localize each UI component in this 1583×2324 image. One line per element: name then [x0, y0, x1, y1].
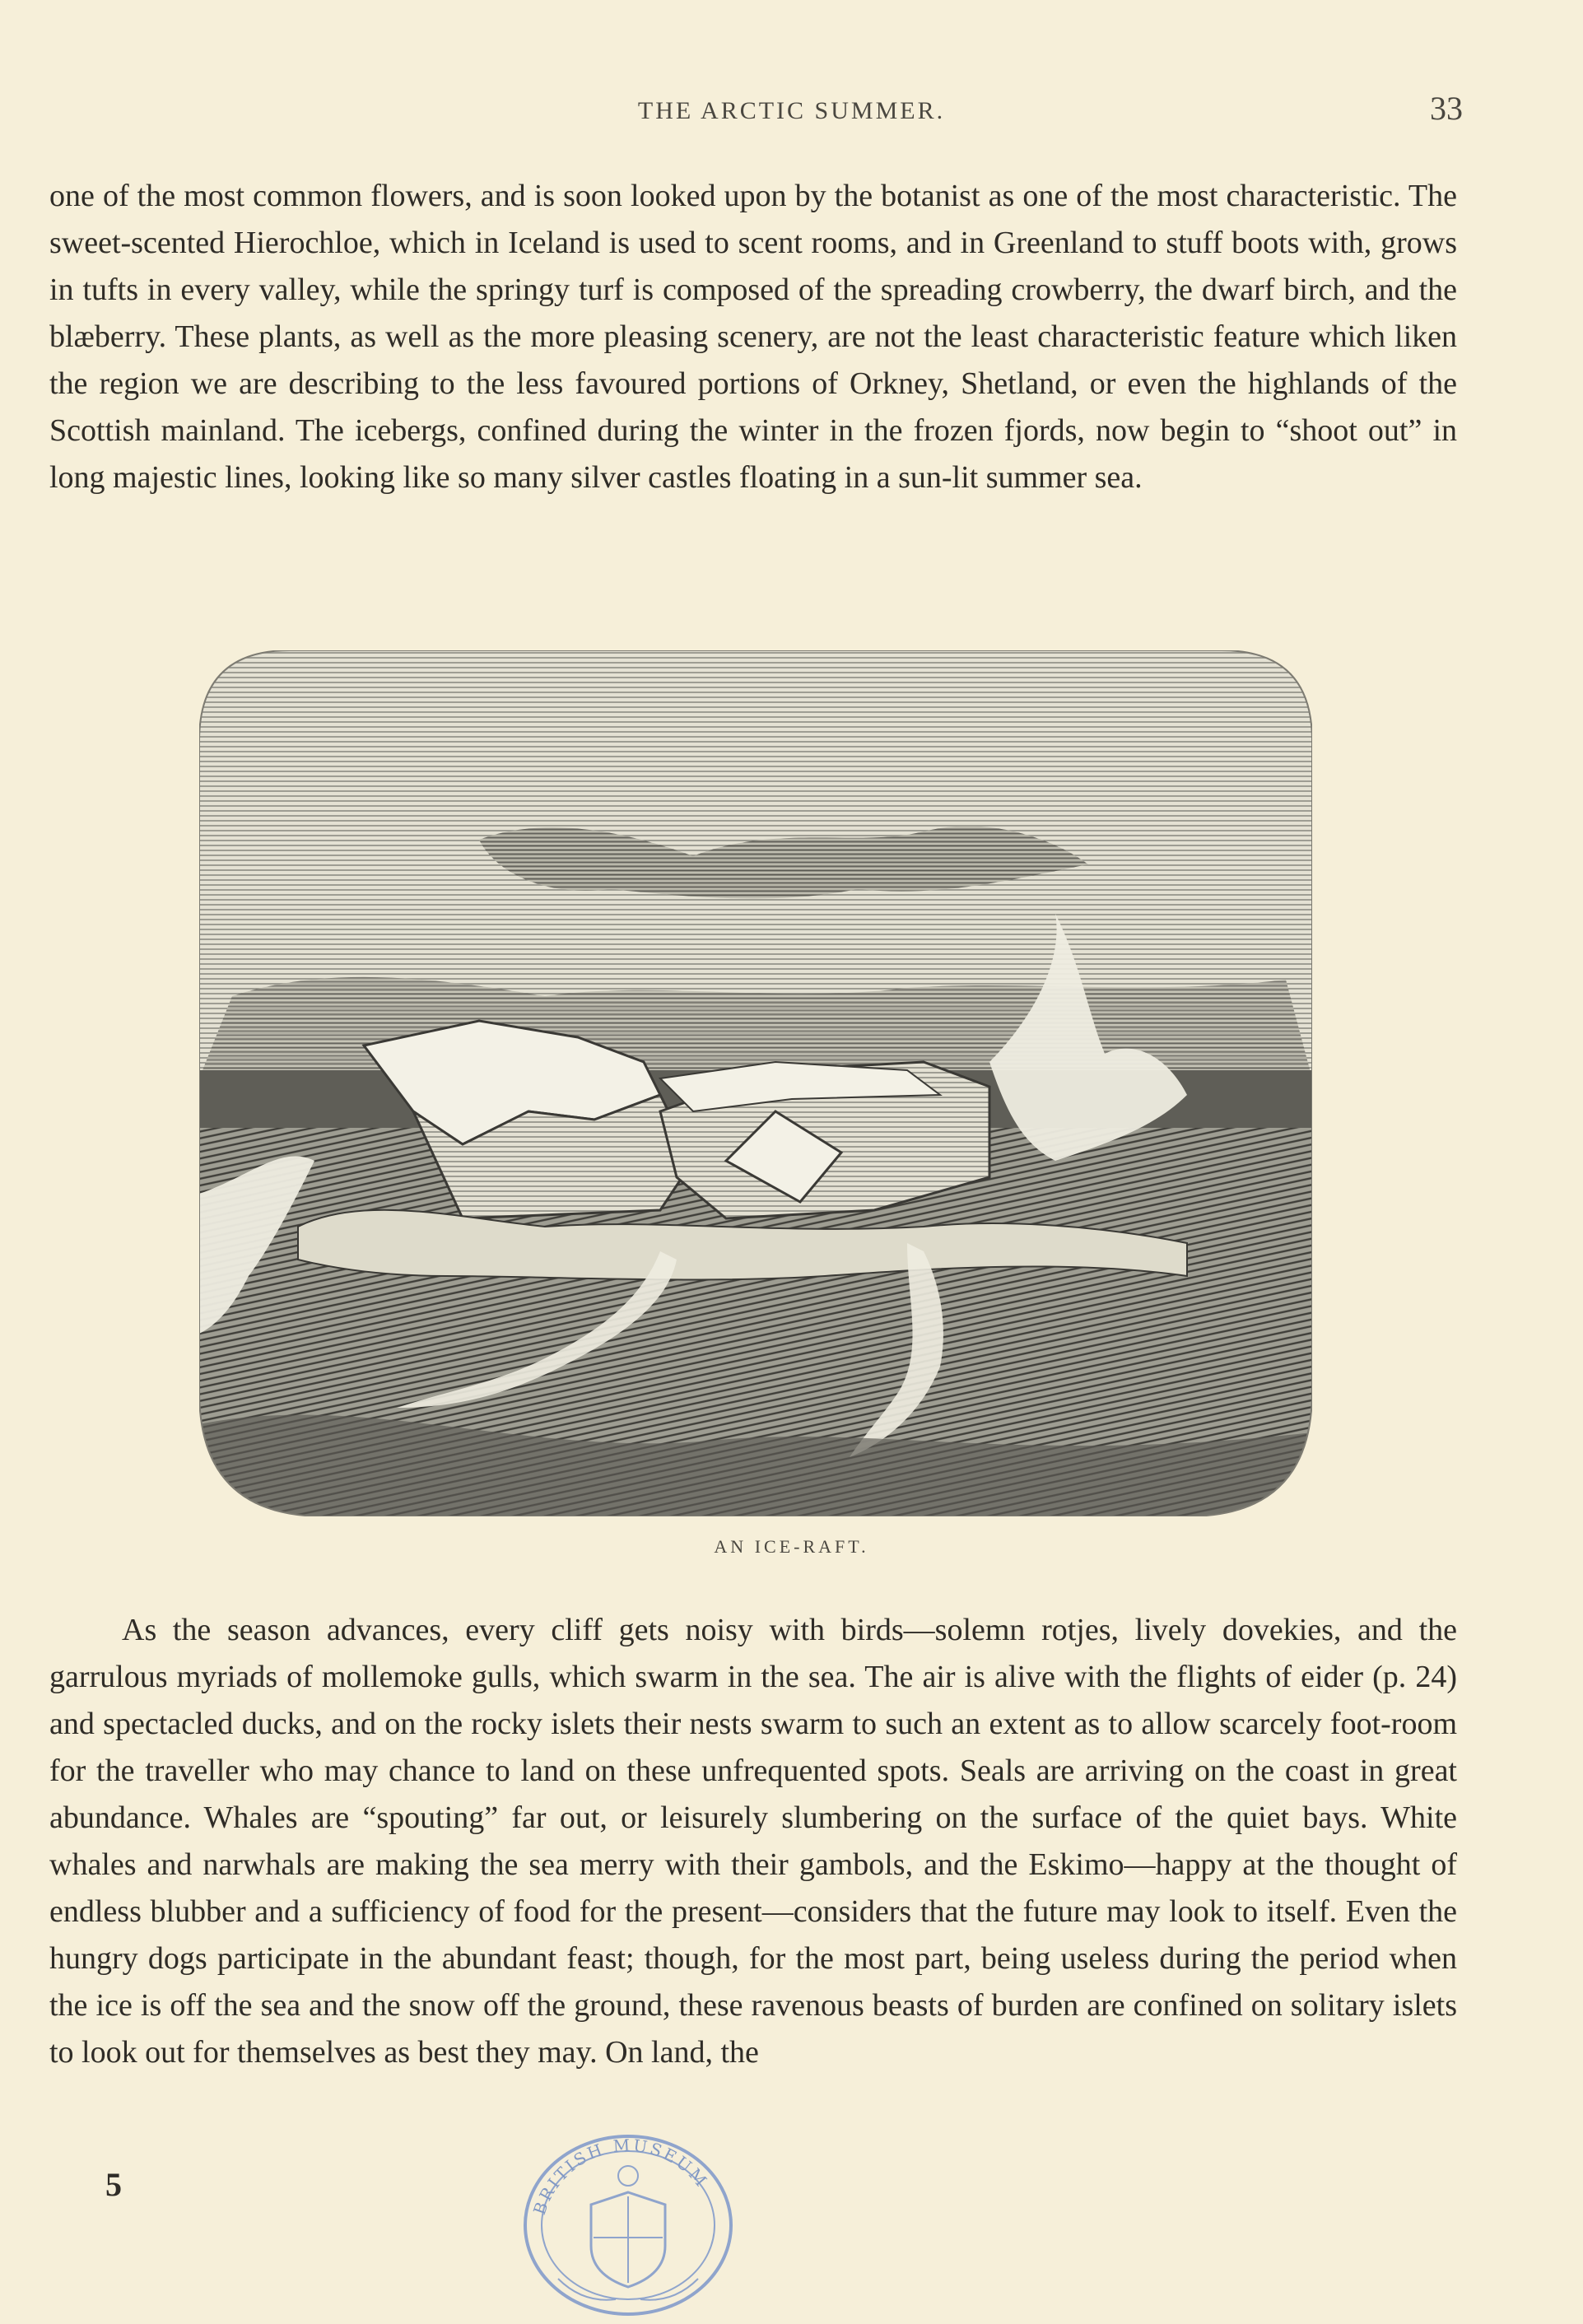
library-stamp: [509, 2114, 747, 2320]
crest-stamp-icon: [509, 2114, 747, 2320]
stamp-text: BRITISH MUSEUM: [528, 2135, 713, 2218]
paragraph-text: As the season advances, every cliff gets noisy with birds—solemn rotjes, lively dovekies, and the garrulous myriads of mollemoke gulls, which swarm in the sea. The air is alive with the flights of eider (p. 24) and spectacled ducks, and on the rocky islets their nests swarm to such an extent as to allow scarcely foot-room for the traveller who may chance to land on these unfrequented spots. Seals are arriving on the coast in great abundance. Whales are “spouting” far out, or leisurely slumbering on the surface of the quiet bays. White whales and narwhals are making the sea merry with their gambols, and the Eskimo—happy at the thought of endless blubber and a sufficiency of food for the present—considers that the future may look to itself. Even the hungry dogs participate in the abundant feast; though, for the most part, being useless during the period when the ice is off the sea and the snow off the ground, these ravenous beasts of burden are confined on solitary islets to look out for themselves as best they may. On land, the: [49, 1613, 1457, 2070]
figure-caption: AN ICE-RAFT.: [714, 1536, 869, 1557]
paragraph-text: one of the most common flowers, and is soon looked upon by the botanist as one of the most characteristic. The sweet-scented Hierochloe, which in Iceland is used to scent rooms, and in Greenland to stuff boots with, grows in tufts in every valley, while the springy turf is composed of the spreading crowberry, the dwarf birch, and the blæberry. These plants, as well as the more pleasing scenery, are not the least characteristic feature which liken the region we are describing to the less favoured portions of Orkney, Shetland, or even the highlands of the Scottish mainland. The icebergs, confined during the winter in the frozen fjords, now begin to “shoot out” in long majestic lines, looking like so many silver castles floating in a sun-lit summer sea.: [49, 179, 1457, 495]
svg-text:BRITISH MUSEUM: [529, 2135, 712, 2218]
running-head: [0, 89, 1583, 138]
body-paragraph: [49, 173, 1457, 501]
body-paragraph: [49, 1607, 1457, 2076]
page-number: 33: [1430, 90, 1463, 127]
running-title: THE ARCTIC SUMMER.: [637, 97, 946, 124]
ice-raft-engraving: [199, 650, 1312, 1516]
signature-mark: 5: [105, 2166, 122, 2203]
engraving-illustration: [199, 650, 1312, 1516]
